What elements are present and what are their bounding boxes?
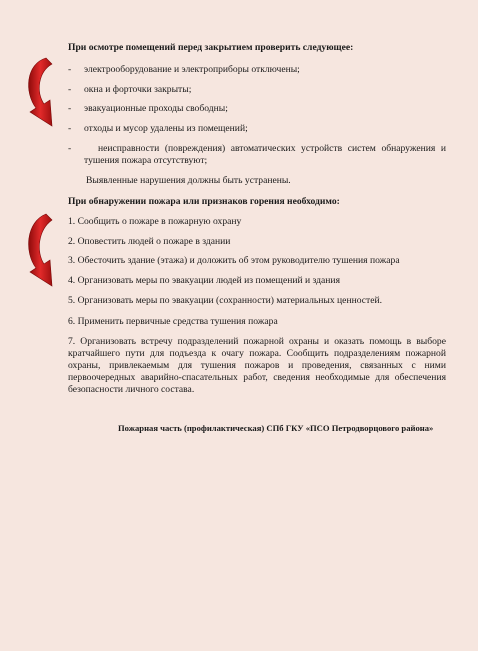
list-item [68, 123, 446, 135]
bullet-dash: - [68, 143, 72, 154]
list-item-text: эвакуационные проходы свободны; [84, 103, 228, 114]
organization-footer: Пожарная часть (профилактическая) СПб ГКУ «ПСО Петродворцового района» [118, 423, 434, 433]
list-item: 3. Обесточить здание (этажа) и доложить об этом руководителю тушения пожара [68, 255, 400, 266]
list-item [68, 143, 446, 167]
list-item-text: электрооборудование и электроприборы отключены; [84, 64, 300, 75]
list-item: 4. Организовать меры по эвакуации людей из помещений и здания [68, 275, 340, 286]
section-heading: При осмотре помещений перед закрытием проверить следующее: [68, 42, 354, 53]
list-item-text: неисправности (повреждения) автоматических устройств систем обнаружения и тушения пожара отсутствуют; [84, 143, 446, 166]
list-item-text: отходы и мусор удалены из помещений; [84, 123, 248, 134]
list-item: 7. Организовать встречу подразделений пожарной охраны и оказать помощь в выборе кратчайшего пути для подъезда к очагу пожара. Сообщить подразделениям пожарной охраны, привлекаемым для тушения пожаров и проведения, связанных с ними первоочередных аварийно-спасательных работ, сведения необходимые для обеспечения безопасности личного состава. [68, 336, 446, 395]
bullet-dash: - [68, 103, 72, 114]
list-item-text: окна и форточки закрыты; [84, 84, 192, 95]
curved-arrow-icon [22, 212, 58, 290]
section-heading: При обнаружении пожара или признаков горения необходимо: [68, 196, 340, 207]
curved-arrow-icon [22, 56, 58, 130]
bullet-dash: - [68, 84, 72, 95]
list-item [68, 64, 446, 76]
list-item: 2. Оповестить людей о пожаре в здании [68, 236, 231, 247]
note-text: Выявленные нарушения должны быть устранены. [86, 175, 291, 186]
list-item [68, 84, 446, 96]
list-item: 6. Применить первичные средства тушения пожара [68, 316, 278, 327]
bullet-dash: - [68, 123, 72, 134]
list-item [68, 103, 446, 115]
list-item: 1. Сообщить о пожаре в пожарную охрану [68, 216, 242, 227]
list-item: 5. Организовать меры по эвакуации (сохранности) материальных ценностей. [68, 295, 382, 306]
bullet-dash: - [68, 64, 72, 75]
